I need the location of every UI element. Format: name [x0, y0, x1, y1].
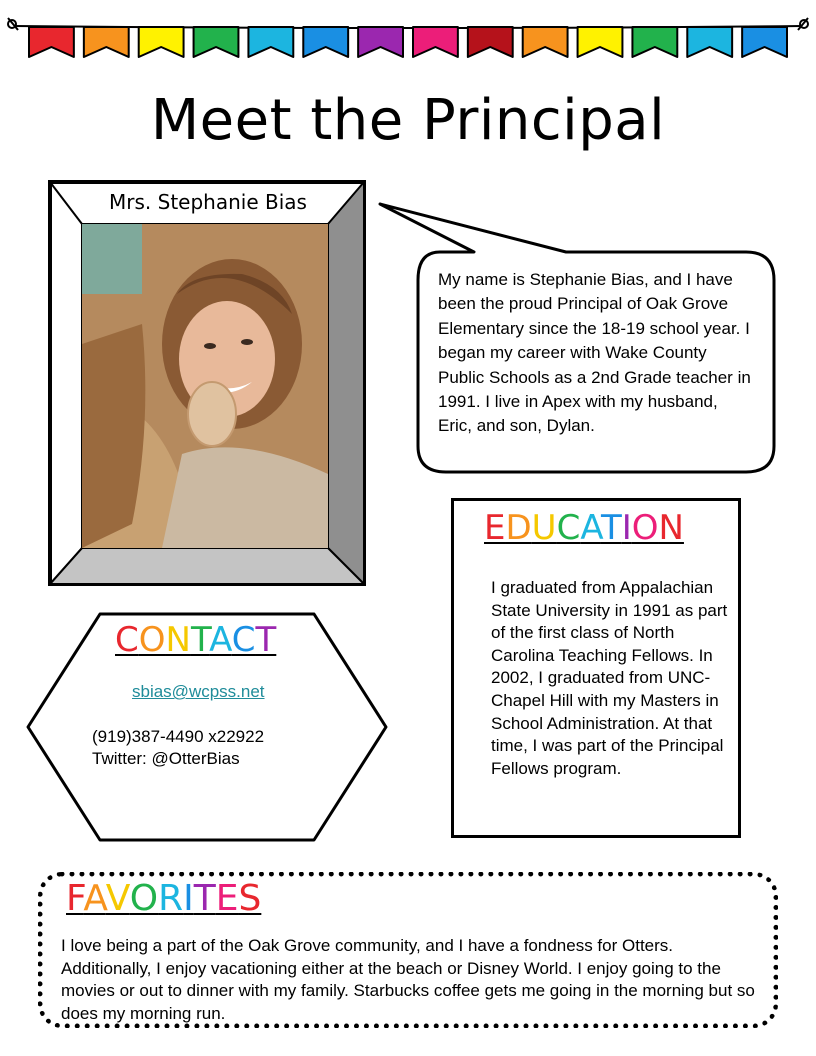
- heading-letter: V: [105, 878, 130, 919]
- heading-letter: I: [621, 508, 632, 548]
- heading-letter: R: [158, 878, 184, 919]
- contact-phone: (919)387-4490 x22922: [92, 727, 265, 746]
- heading-letter: U: [531, 508, 557, 548]
- heading-letter: I: [183, 878, 194, 919]
- page-title: Meet the Principal: [150, 88, 666, 153]
- heading-letter: T: [255, 620, 277, 660]
- heading-letter: E: [215, 878, 239, 919]
- heading-letter: A: [83, 878, 106, 919]
- bunting-flag: [578, 27, 623, 57]
- principal-name: Mrs. Stephanie Bias: [109, 190, 307, 214]
- education-text: I graduated from Appalachian State University in 1991 as part of the first class of North Carolina Teaching Fellows. In 2002, I graduated from UNC-Chapel Hill with my Masters in School Administration. At that time, I was part of the Principal Fellows program.: [491, 578, 728, 778]
- favorites-text: I love being a part of the Oak Grove community, and I have a fondness for Otters. Additionally, I enjoy vacationing either at the beach or Disney World. I enjoy going to the movies or out to dinner with my family. Starbucks coffee gets me going in the morning but so does my morning run.: [61, 936, 755, 1023]
- bunting-banner: [0, 0, 816, 70]
- heading-letter: C: [115, 620, 139, 660]
- heading-letter: O: [138, 620, 166, 660]
- heading-letter: N: [165, 620, 191, 660]
- bunting-flag: [523, 27, 568, 57]
- bunting-flag: [742, 27, 787, 57]
- bunting-flag: [468, 27, 513, 57]
- heading-letter: O: [631, 508, 659, 548]
- principal-bio: My name is Stephanie Bias, and I have been the proud Principal of Oak Grove Elementary since the 18-19 school year. I began my career with Wake County Public Schools as a 2nd Grade teacher in 1991. I live in Apex with my husband, Eric, and son, Dylan.: [438, 270, 751, 436]
- pushpin-icon-right: [798, 18, 808, 30]
- principal-photo: [82, 224, 328, 548]
- heading-letter: E: [484, 508, 506, 548]
- bunting-flag: [194, 27, 239, 57]
- favorites-heading: [66, 878, 261, 919]
- heading-letter: S: [238, 878, 262, 919]
- bunting-flag: [29, 27, 74, 57]
- heading-letter: F: [66, 878, 84, 919]
- bunting-flag: [303, 27, 348, 57]
- heading-letter: C: [556, 508, 581, 548]
- heading-letter: T: [600, 508, 622, 548]
- bunting-flag: [632, 27, 677, 57]
- contact-heading: [115, 620, 276, 660]
- heading-letter: D: [505, 508, 532, 548]
- bunting-flag: [413, 27, 458, 57]
- heading-letter: A: [209, 620, 232, 660]
- bunting-flag: [248, 27, 293, 57]
- heading-letter: T: [190, 620, 210, 660]
- bunting-flag: [84, 27, 129, 57]
- heading-letter: O: [129, 878, 159, 919]
- heading-letter: C: [231, 620, 256, 660]
- contact-twitter: Twitter: @OtterBias: [92, 749, 240, 768]
- bunting-flag: [687, 27, 732, 57]
- heading-letter: N: [658, 508, 684, 548]
- heading-letter: A: [580, 508, 601, 548]
- contact-email-link[interactable]: sbias@wcpss.net: [132, 682, 265, 701]
- bunting-flag: [358, 27, 403, 57]
- heading-letter: T: [193, 878, 216, 919]
- education-heading: [484, 508, 684, 548]
- pushpin-icon-left: [8, 18, 18, 30]
- bunting-flag: [139, 27, 184, 57]
